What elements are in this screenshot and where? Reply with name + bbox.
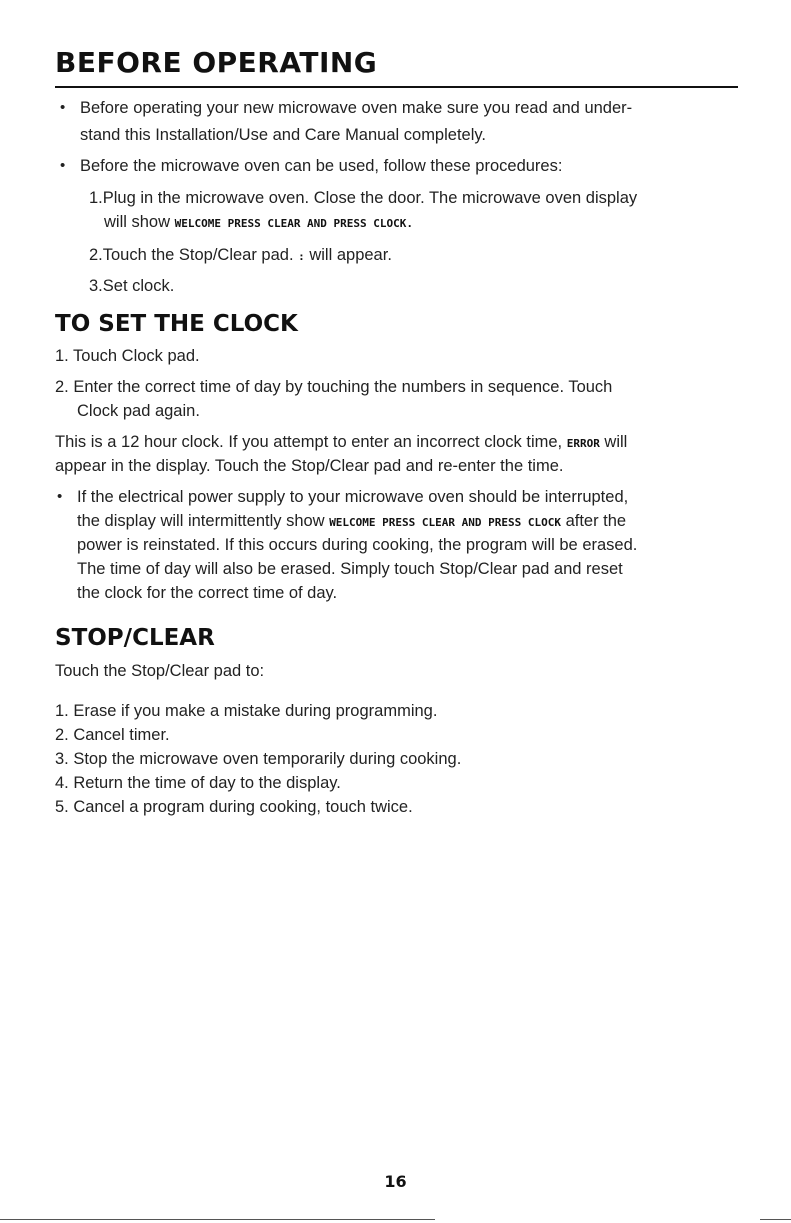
section-title-stop-clear: STOP/CLEAR — [55, 625, 215, 651]
bullet-procedures-text: Before the microwave oven can be used, follow these procedures: — [80, 157, 563, 175]
stop-clear-item-1: 1. Erase if you make a mistake during programming. — [55, 702, 438, 720]
lcd-colon: : — [298, 250, 305, 263]
bullet-read-manual — [80, 96, 632, 120]
lcd-welcome-message-2: WELCOME PRESS CLEAR AND PRESS CLOCK — [329, 516, 561, 529]
title-underline — [55, 86, 738, 88]
clock-step-2-line1: 2. Enter the correct time of day by touching the numbers in sequence. Touch — [55, 378, 613, 396]
step-plug-in-line2 — [104, 210, 413, 236]
bullet-power-interrupt-line2 — [77, 509, 626, 535]
step-touch-stop-clear — [89, 243, 392, 269]
bullet-power-interrupt-line3: power is reinstated. If this occurs during cooking, the program will be erased. — [77, 536, 638, 554]
stop-clear-item-3: 3. Stop the microwave oven temporarily during cooking. — [55, 750, 462, 768]
step-set-clock: 3.Set clock. — [89, 277, 175, 295]
stop-clear-item-2: 2. Cancel timer. — [55, 726, 170, 744]
bullet-power-interrupt-line4: The time of day will also be erased. Simply touch Stop/Clear pad and reset — [77, 560, 623, 578]
power-interrupt-text2: after the — [560, 512, 627, 530]
stop-clear-item-5: 5. Cancel a program during cooking, touch twice. — [55, 798, 413, 816]
step-plug-in-text: will show — [104, 213, 175, 231]
footer-rule-left — [0, 1219, 435, 1220]
bullet-read-manual-line2: stand this Installation/Use and Care Manual completely. — [80, 126, 486, 144]
section-title-set-clock: TO SET THE CLOCK — [55, 311, 298, 337]
clock-note-text2: will — [599, 433, 628, 451]
clock-note-line2: appear in the display. Touch the Stop/Clear pad and re-enter the time. — [55, 457, 564, 475]
clock-step-1: 1. Touch Clock pad. — [55, 347, 200, 365]
stop-clear-item-4: 4. Return the time of day to the display. — [55, 774, 341, 792]
power-interrupt-text: the display will intermittently show — [77, 512, 330, 530]
footer-rule-right — [760, 1219, 791, 1220]
step-plug-in-line1: 1.Plug in the microwave oven. Close the door. The microwave oven display — [89, 189, 638, 207]
bullet-power-interrupt-line1: If the electrical power supply to your microwave oven should be interrupted, — [77, 488, 629, 506]
bullet-read-manual-line1: Before operating your new microwave oven make sure you read and under- — [80, 99, 633, 117]
clock-note-text: This is a 12 hour clock. If you attempt to enter an incorrect clock time, — [55, 433, 567, 451]
step-touch-stop-clear-text2: will appear. — [304, 246, 392, 264]
section-title-before-operating: BEFORE OPERATING — [55, 46, 378, 79]
clock-step-2-line2: Clock pad again. — [77, 402, 200, 420]
lcd-error: ERROR — [566, 437, 600, 450]
page-number: 16 — [384, 1172, 407, 1191]
stop-clear-intro: Touch the Stop/Clear pad to: — [55, 662, 265, 680]
clock-note-line1 — [55, 430, 627, 456]
lcd-welcome-message: WELCOME PRESS CLEAR AND PRESS CLOCK. — [174, 217, 414, 230]
bullet-power-interrupt — [77, 485, 628, 509]
step-touch-stop-clear-text: 2.Touch the Stop/Clear pad. — [89, 246, 299, 264]
bullet-power-interrupt-line5: the clock for the correct time of day. — [77, 584, 338, 602]
bullet-procedures — [80, 154, 562, 178]
